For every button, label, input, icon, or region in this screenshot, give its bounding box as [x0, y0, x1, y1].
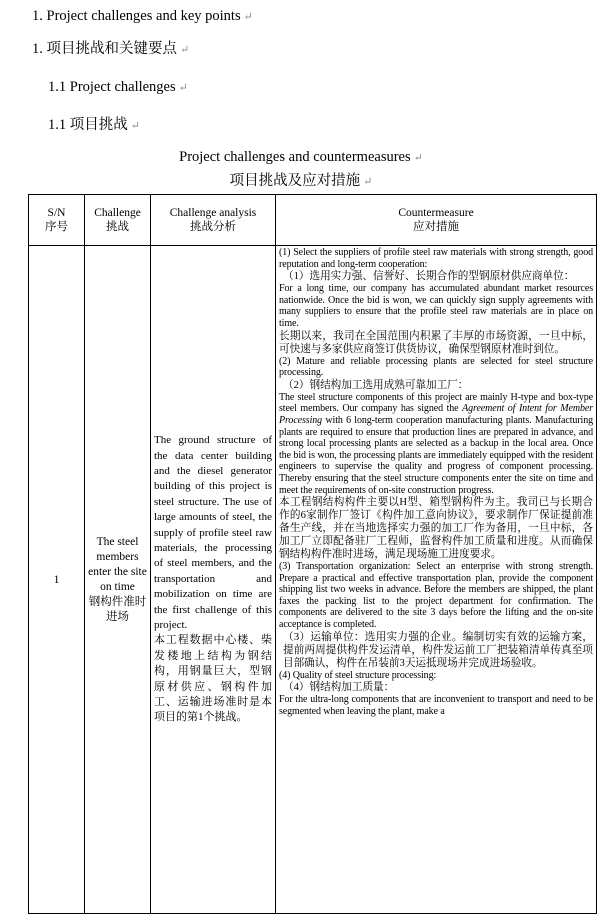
counter-p1b-en: For a long time, our company has accumulated abundant market resources nationwide. Once the bid is won, we can quickly sign supply agreements with many suppliers to ensure that the profile steel raw materials are in place on time. [279, 283, 593, 329]
counter-p4-en: (4) Quality of steel structure processing: [279, 669, 437, 681]
cell-countermeasure [276, 246, 597, 914]
header-analysis: Challenge analysis 挑战分析 [151, 195, 276, 246]
heading-2-en: 1.1 Project challenges ↵ [48, 79, 188, 95]
header-countermeasure: Countermeasure 应对措施 [276, 195, 597, 246]
table-title-en: Project challenges and countermeasures ↵ [179, 149, 423, 165]
heading-2-zh: 1.1 项目挑战 ↵ [48, 117, 140, 133]
heading-1-en: 1. Project challenges and key points ↵ [32, 8, 253, 24]
counter-p3-en: (3) Transportation organization: Select an enterprise with strong strength. Prepare a practical and effective transportation plan, provide the component shipping list two weeks in advance. Before the members are shipped, the plant faxes the packing list to the project department for confirmation. The components are delivered to the site 3 days before the lifting and the on-site acceptance is completed. [279, 561, 593, 631]
header-challenge: Challenge 挑战 [85, 195, 151, 246]
heading-1-zh: 1. 项目挑战和关键要点 ↵ [32, 41, 190, 57]
cell-sn: 1 [29, 246, 85, 914]
agreement-title: Agreement of Intent for Member Processing [279, 403, 593, 426]
counter-p4b-en: For the ultra-long components that are inconvenient to transport and need to be segmented when leaving the plant, make a [279, 694, 593, 717]
counter-p2b-en: The steel structure components of this project are mainly H-type and box-type steel members. Our company has signed the Agreement of Intent for Member Processing with 6 long-term cooperation manufacturing plants. Manufacturing plants are required to ensure that production lines are prepared in advance, and strong local processing plants are selected as a backup in the local area. Once the bid is won, the processing plants are immediately equipped with the resident engineers to supervise the quality and progress of component processing. Thereby ensuring that the steel structure components enter the site on time and meet the requirements of on-site construction progress. [279, 391, 593, 496]
counter-p1b-zh: 长期以来，我司在全国范围内积累了丰厚的市场资源，一旦中标，可快速与多家供应商签订供货协议，确保型钢原材准时到位。 [279, 330, 593, 355]
challenges-table [28, 194, 597, 914]
counter-p3-zh: （3）运输单位：选用实力强的企业。编制切实有效的运输方案，提前两周提供构件发运清单，构件发运前工厂把装箱清单传真至项目部确认，构件在吊装前3天运抵现场并完成进场验收。 [283, 631, 593, 669]
table-header-row [29, 195, 597, 246]
counter-p2-zh: （2）钢结构加工选用成熟可靠加工厂： [283, 379, 469, 391]
header-sn: S/N 序号 [29, 195, 85, 246]
counter-p2-en: (2) Mature and reliable processing plants are selected for steel structure processing. [279, 355, 593, 379]
counter-p2b-zh: 本工程钢结构构件主要以H型、箱型钢构件为主。我司已与长期合作的6家制作厂签订《构件加工意向协议》，要求制作厂保证提前准备生产线，并在当地选择实力强的加工厂作为备用，一旦中标，各加工厂立即配备驻厂工程师，监督构件加工质量和进度。从而确保钢结构构件准时进场，满足现场施工进度要求。 [279, 497, 593, 561]
counter-p1-zh: （1）选用实力强、信誉好、长期合作的型钢原材供应商单位： [283, 271, 575, 283]
cell-analysis: The ground structure of the data center building and the diesel generator building of this project is steel structure. The use of large amounts of steel, the supply of profile steel raw materials, the processing of steel members, and the transportation and mobilization on time are the first challenge of this project. 本工程数据中心楼、柴发楼地上结构为钢结构，用钢量巨大，型钢原材供应、钢构件加工、运输进场准时是本项目的第1个挑战。 [151, 246, 276, 914]
table-title-zh: 项目挑战及应对措施 ↵ [229, 173, 373, 189]
table-row [29, 246, 597, 914]
counter-p4-zh: （4）钢结构加工质量： [283, 682, 395, 694]
counter-p1-en: (1) Select the suppliers of profile steel raw materials with strong strength, good reputation and long-term cooperation: [279, 247, 593, 270]
cell-challenge: The steel members enter the site on time 钢构件准时进场 [85, 246, 151, 914]
